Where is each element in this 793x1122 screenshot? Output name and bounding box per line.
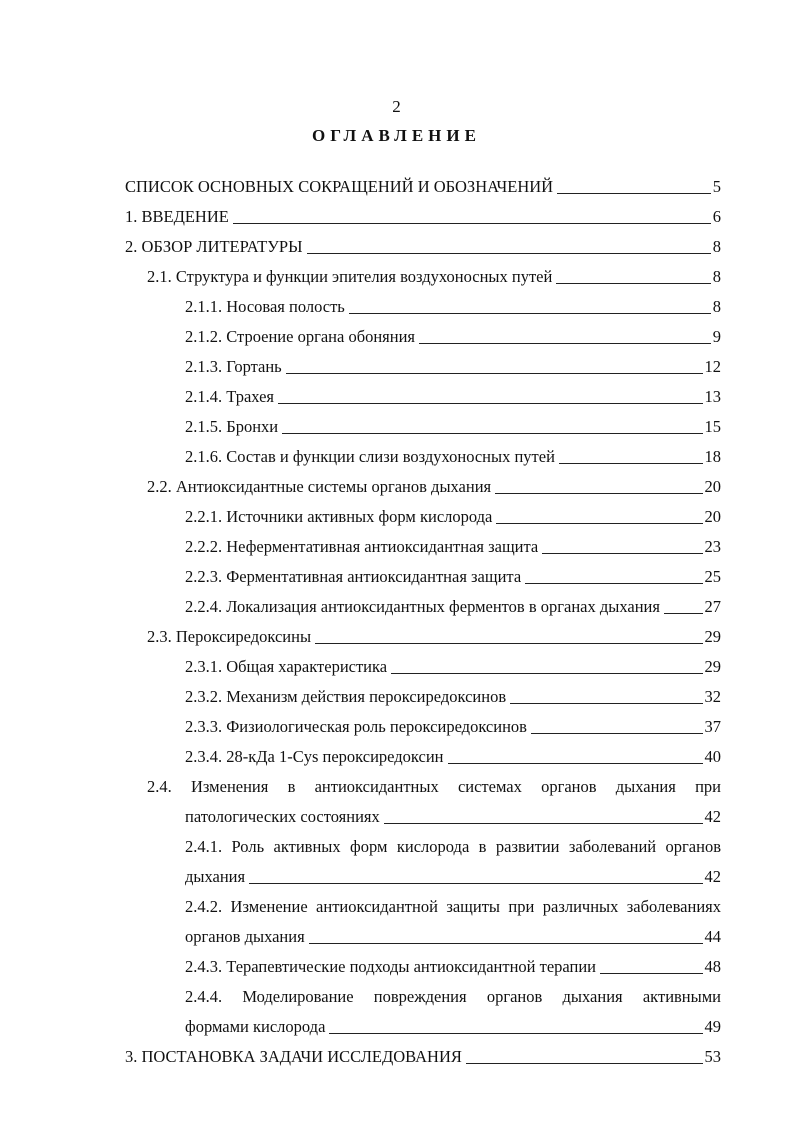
entry-text-line2: органов дыхания [185,927,305,946]
leader-line [496,522,702,524]
toc-entry-2-1-5 [185,412,721,442]
toc-entry-2-2-1 [185,502,721,532]
toc-entry-2-1-2 [185,322,721,352]
leader-line [556,282,710,284]
toc-entry-introduction [125,202,721,232]
entry-page: 42 [704,807,721,826]
entry-page: 6 [712,207,721,226]
toc-entry-2-2-2 [185,532,721,562]
leader-line [525,582,702,584]
entry-text-line1: 2.4.2. Изменение антиоксидантной защиты при различных заболеваниях [185,897,721,916]
leader-line [559,462,703,464]
entry-text-line1: 2.4.1. Роль активных форм кислорода в развитии заболеваний органов [185,837,721,856]
entry-text: 1. ВВЕДЕНИЕ [125,207,229,226]
entry-text-line1: 2.4. Изменения в антиоксидантных системах органов дыхания при [147,777,721,796]
toc-entry-2-2-4 [185,592,721,622]
leader-line [466,1062,703,1064]
entry-text: СПИСОК ОСНОВНЫХ СОКРАЩЕНИЙ И ОБОЗНАЧЕНИЙ [125,177,554,196]
entry-text: 2.1.5. Бронхи [185,417,279,436]
toc-entry-2-1 [147,262,721,292]
entry-page: 20 [704,477,721,496]
entry-page: 37 [704,717,721,736]
leader-line [282,432,702,434]
entry-page: 27 [704,597,721,616]
toc-entry-literature-review [125,232,721,262]
entry-page: 49 [704,1017,721,1036]
entry-page: 9 [712,327,721,346]
entry-text: 3. ПОСТАНОВКА ЗАДАЧИ ИССЛЕДОВАНИЯ [125,1047,462,1066]
entry-page: 18 [704,447,721,466]
leader-line [349,312,711,314]
toc-entry-2-3 [147,622,721,652]
entry-text: 2.1.3. Гортань [185,357,282,376]
entry-text-line2: патологических состояниях [185,807,380,826]
leader-line [329,1032,702,1034]
entry-page: 44 [704,927,721,946]
entry-page: 20 [704,507,721,526]
toc-entry-2-3-4 [185,742,721,772]
toc-entry-2-4-3 [185,952,721,982]
toc-entry-research-tasks [125,1042,721,1072]
entry-text-line2: формами кислорода [185,1017,326,1036]
entry-text: 2.3.3. Физиологическая роль пероксиредоксинов [185,717,527,736]
entry-text: 2.1.2. Строение органа обоняния [185,327,416,346]
entry-page: 15 [704,417,721,436]
table-of-contents [0,172,793,1072]
entry-page: 12 [704,357,721,376]
entry-page: 25 [704,567,721,586]
entry-text: 2.3. Пероксиредоксины [147,627,312,646]
leader-line [600,972,703,974]
entry-page: 8 [712,267,721,286]
entry-page: 29 [704,657,721,676]
toc-entry-2-4-4 [185,982,721,1042]
toc-entry-2-2-3 [185,562,721,592]
toc-entry-2-3-2 [185,682,721,712]
entry-page: 13 [704,387,721,406]
entry-text: 2.1.4. Трахея [185,387,275,406]
toc-entry-2-4 [147,772,721,832]
entry-text-line1: 2.4.4. Моделирование повреждения органов дыхания активными [185,987,721,1006]
leader-line [419,342,711,344]
entry-page: 42 [704,867,721,886]
leader-line [448,762,703,764]
toc-entry-2-3-3 [185,712,721,742]
leader-line [557,192,711,194]
leader-line [384,822,703,824]
entry-page: 8 [712,237,721,256]
entry-page: 53 [704,1047,721,1066]
entry-page: 48 [704,957,721,976]
leader-line [249,882,702,884]
entry-text: 2.2.3. Ферментативная антиоксидантная защита [185,567,522,586]
toc-entry-abbreviations [125,172,721,202]
toc-entry-2-1-1 [185,292,721,322]
entry-text: 2.1.1. Носовая полость [185,297,345,316]
leader-line [664,612,703,614]
toc-title: ОГЛАВЛЕНИЕ [312,126,481,145]
leader-line [278,402,702,404]
page-number: 2 [392,97,401,116]
toc-entry-2-1-3 [185,352,721,382]
entry-text: 2.2.4. Локализация антиоксидантных ферментов в органах дыхания [185,597,660,616]
leader-line [531,732,703,734]
leader-line [391,672,702,674]
leader-line [542,552,702,554]
entry-text: 2.2. Антиоксидантные системы органов дыхания [147,477,492,496]
entry-page: 40 [704,747,721,766]
entry-page: 5 [712,177,721,196]
entry-text: 2. ОБЗОР ЛИТЕРАТУРЫ [125,237,303,256]
entry-text: 2.1. Структура и функции эпителия воздухоносных путей [147,267,553,286]
toc-entry-2-3-1 [185,652,721,682]
entry-text-line2: дыхания [185,867,246,886]
entry-page: 23 [704,537,721,556]
leader-line [286,372,703,374]
entry-text: 2.3.4. 28-кДа 1-Cys пероксиредоксин [185,747,444,766]
entry-page: 32 [704,687,721,706]
toc-entry-2-1-4 [185,382,721,412]
leader-line [307,252,711,254]
entry-text: 2.2.1. Источники активных форм кислорода [185,507,493,526]
entry-text: 2.1.6. Состав и функции слизи воздухоносных путей [185,447,555,466]
entry-page: 8 [712,297,721,316]
entry-text: 2.2.2. Неферментативная антиоксидантная защита [185,537,539,556]
entry-text: 2.4.3. Терапевтические подходы антиоксидантной терапии [185,957,596,976]
leader-line [315,642,702,644]
leader-line [309,942,703,944]
leader-line [233,222,711,224]
entry-text: 2.3.2. Механизм действия пероксиредоксинов [185,687,507,706]
toc-entry-2-2 [147,472,721,502]
toc-entry-2-4-1 [185,832,721,892]
leader-line [510,702,702,704]
toc-entry-2-4-2 [185,892,721,952]
toc-entry-2-1-6 [185,442,721,472]
entry-text: 2.3.1. Общая характеристика [185,657,388,676]
entry-page: 29 [704,627,721,646]
leader-line [495,492,702,494]
